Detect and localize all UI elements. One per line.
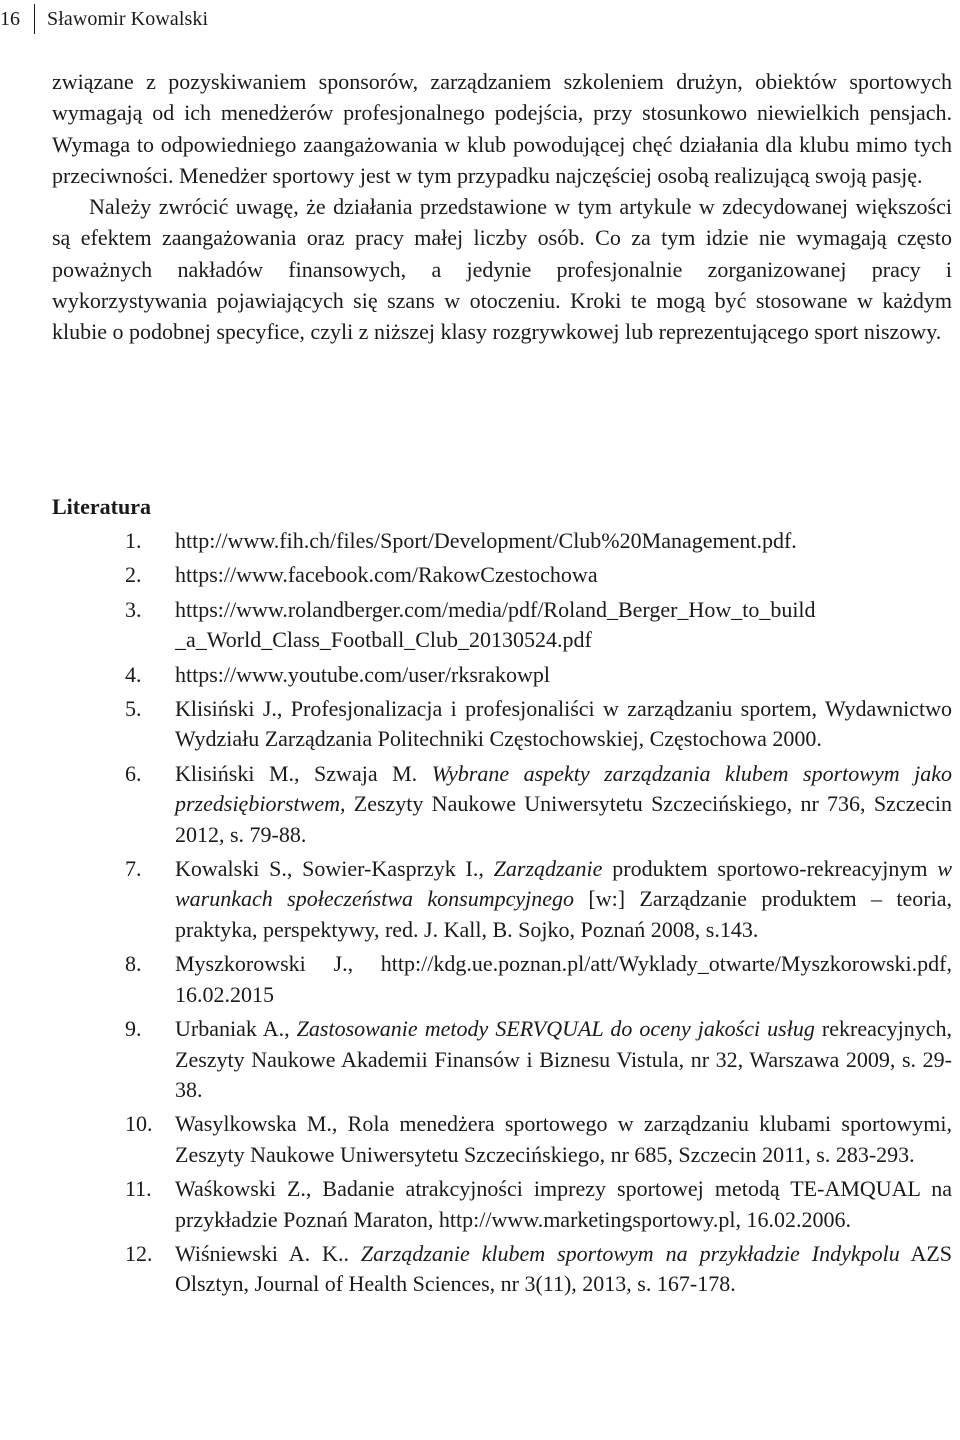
- reference-item: [52, 560, 952, 590]
- reference-item: [52, 595, 952, 656]
- reference-item: [52, 1014, 952, 1105]
- reference-number: [52, 1174, 175, 1235]
- reference-number: [52, 526, 175, 556]
- reference-number-label: 12.: [125, 1240, 153, 1266]
- body-paragraph: związane z pozyskiwaniem sponsorów, zarządzaniem szkoleniem drużyn, obiektów sportowych wymagają od ich menedżerów profesjonalnego podejścia, przy stosunkowo niewielkich pensjach. Wymaga to odpowiedniego zaangażowania w klub powodującej chęć działania dla klubu mimo tych przeciwności. Menedżer sportowy jest w tym przypadku najczęściej osobą realizującą swoją pasję.: [52, 69, 952, 188]
- reference-text: [175, 694, 952, 755]
- body-paragraph: Należy zwrócić uwagę, że działania przedstawione w tym artykule w zdecydowanej większości są efektem zaangażowania oraz pracy małej liczby osób. Co za tym idzie nie wymagają często poważnych nakładów finansowych, a jedynie profesjonalnie zorganizowanej pracy i wykorzystywania pojawiających się szans w otoczeniu. Kroki te mogą być stosowane w każdym klubie o podobnej specyfice, czyli z niższej klasy rozgrywkowej lub reprezentującego sport niszowy.: [52, 194, 952, 345]
- reference-number-label: 8.: [125, 951, 142, 977]
- reference-text: [175, 1174, 952, 1235]
- reference-number-label: 6.: [125, 760, 142, 786]
- reference-text: [175, 1239, 952, 1300]
- running-header: [0, 2, 208, 36]
- reference-title-italic: w warunkach społeczeństwa konsumpcyjnego: [175, 856, 953, 912]
- reference-number: [52, 595, 175, 656]
- reference-title-italic: Indykpolu: [811, 1240, 900, 1266]
- reference-item: [52, 694, 952, 755]
- reference-text-part: https://www.facebook.com/RakowCzestochowa: [175, 562, 598, 588]
- reference-number: [52, 854, 175, 945]
- reference-text-part: Urbaniak A.,: [175, 1016, 297, 1042]
- reference-number-label: 4.: [125, 661, 142, 687]
- reference-text: [175, 595, 952, 656]
- reference-number: [52, 949, 175, 1010]
- reference-text: [175, 560, 952, 590]
- reference-number: [52, 1239, 175, 1300]
- reference-text-part: Klisiński J., Profesjonalizacja i profesjonaliści w zarządzaniu sportem, Wydawnictwo Wydziału Zarządzania Politechniki Częstochowskiej, Częstochowa 2000.: [175, 696, 952, 752]
- reference-item: [52, 949, 952, 1010]
- reference-text-part: produktem sportowo-rekreacyjnym: [602, 856, 938, 882]
- header-author: Sławomir Kowalski: [47, 7, 209, 30]
- reference-text-part: Wiśniewski A. K..: [175, 1240, 361, 1266]
- reference-number: [52, 560, 175, 590]
- reference-text-part: https://www.rolandberger.com/media/pdf/Roland_Berger_How_to_build _a_World_Class_Football_Club_20130524.pdf: [175, 596, 816, 653]
- literature-heading: Literatura: [52, 494, 151, 519]
- reference-text-part: https://www.youtube.com/user/rksrakowpl: [175, 661, 550, 687]
- body-text: [52, 66, 952, 348]
- page-number: 16: [0, 7, 20, 30]
- reference-title-italic: Zarządzanie: [493, 856, 603, 882]
- reference-text-part: rekreacyjnych, Zeszyty Naukowe Akademii Finansów i Biznesu Vistula, nr 32, Warszawa 2009, s. 29-38.: [175, 1016, 952, 1102]
- reference-text-part: Klisiński M., Szwaja M.: [175, 760, 432, 786]
- reference-item: [52, 660, 952, 690]
- reference-item: [52, 1174, 952, 1235]
- reference-item: [52, 526, 952, 556]
- reference-text: [175, 854, 952, 945]
- reference-text: [175, 660, 952, 690]
- reference-number-label: 5.: [125, 696, 142, 722]
- reference-title-italic: Zarządzanie klubem sportowym na przykładzie: [360, 1240, 800, 1266]
- reference-text-part: Myszkorowski J., http://kdg.ue.poznan.pl/att/Wyklady_otwarte/Myszkorowski.pdf, 16.02.2015: [175, 951, 952, 1007]
- reference-number: [52, 759, 175, 850]
- reference-number-label: 2.: [125, 562, 142, 588]
- header-divider: [34, 4, 35, 34]
- reference-text: [175, 759, 952, 850]
- reference-text-part: Wasylkowska M., Rola menedżera sportowego w zarządzaniu klubami sportowymi, Zeszyty Naukowe Uniwersytetu Szczecińskiego, nr 685, Szczecin 2011, s. 283-293.: [175, 1111, 952, 1167]
- reference-item: [52, 759, 952, 850]
- reference-number-label: 9.: [125, 1016, 142, 1042]
- reference-number: [52, 1014, 175, 1105]
- reference-text: [175, 949, 952, 1010]
- reference-number-label: 1.: [125, 528, 142, 553]
- reference-list: [52, 526, 952, 1304]
- reference-item: [52, 1239, 952, 1300]
- reference-number-label: 10.: [125, 1111, 153, 1137]
- reference-number-label: 7.: [125, 856, 142, 882]
- reference-item: [52, 1109, 952, 1170]
- reference-title-italic: Wybrane aspekty zarządzania klubem sportowym jako przedsiębiorstwem: [175, 760, 952, 817]
- reference-text-part: Waśkowski Z., Badanie atrakcyjności imprezy sportowej metodą TE-AMQUAL na przykładzie Poznań Maraton, http://www.marketingsportowy.pl, 16.02.2006.: [175, 1176, 952, 1232]
- reference-text-part: , Zeszyty Naukowe Uniwersytetu Szczecińskiego, nr 736, Szczecin 2012, s. 79-88.: [175, 791, 952, 847]
- reference-number: [52, 694, 175, 755]
- reference-text-part: [800, 1241, 812, 1266]
- reference-text: [175, 1014, 952, 1105]
- reference-number: [52, 660, 175, 690]
- reference-item: [52, 854, 952, 945]
- reference-text: [175, 1109, 952, 1170]
- reference-number: [52, 1109, 175, 1170]
- reference-number-label: 3.: [125, 596, 142, 622]
- reference-title-italic: Zastosowanie metody SERVQUAL do oceny jakości usług: [296, 1016, 815, 1042]
- reference-text: [175, 526, 952, 556]
- reference-text-part: [w:] Zarządzanie produktem – teoria, praktyka, perspektywy, red. J. Kall, B. Sojko, Poznań 2008, s.143.: [175, 886, 953, 942]
- reference-text-part: AZS Olsztyn, Journal of Health Sciences, nr 3(11), 2013, s. 167-178.: [175, 1240, 953, 1297]
- reference-number-label: 11.: [125, 1176, 152, 1202]
- reference-text-part: Kowalski S., Sowier-Kasprzyk I.,: [175, 856, 494, 882]
- reference-text-part: http://www.fih.ch/files/Sport/Development/Club%20Management.pdf.: [175, 528, 797, 553]
